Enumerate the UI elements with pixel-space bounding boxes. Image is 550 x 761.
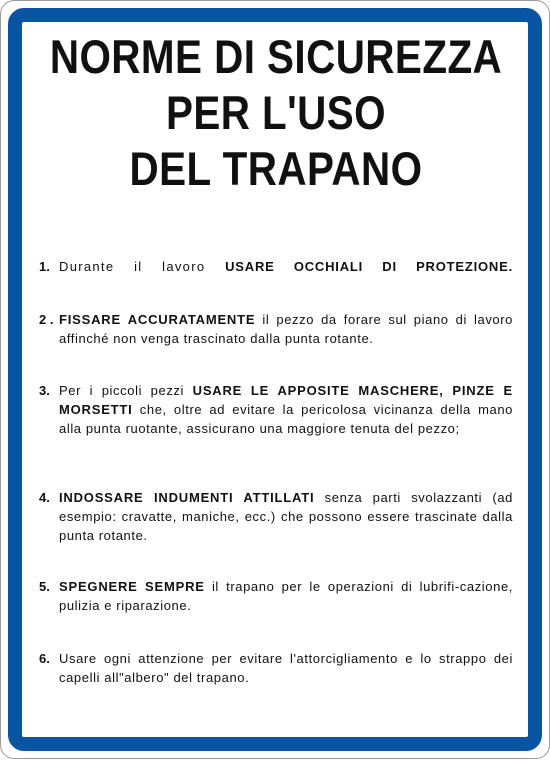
rule-text-part: USARE OCCHIALI DI PROTEZIONE.	[225, 259, 513, 274]
title-line-1: NORME DI SICUREZZA	[49, 30, 503, 83]
rule-text-part: il pezzo da forare sul piano di lavoro affinché non venga trascinato dalla punta rotante.	[59, 312, 514, 346]
rule-number: 6.	[39, 651, 50, 666]
rule-text	[59, 488, 513, 545]
rule-text	[59, 257, 513, 276]
rule-text	[59, 310, 513, 348]
rule-text	[59, 577, 513, 615]
rule-text-part: Per i piccoli pezzi	[59, 383, 193, 398]
rule-item-4	[39, 488, 513, 545]
rule-text-part: il trapano per le operazioni di lubrifi-cazione, pulizia e riparazione.	[59, 579, 514, 613]
rule-text-part: senza parti svolazzanti (ad esempio: cravatte, maniche, ecc.) che possono essere trascinate dalla punta rotante.	[59, 490, 513, 543]
rule-text-part: USARE LE APPOSITE MASCHERE, PINZE E MORSETTI	[59, 383, 513, 417]
rule-text-part: Durante il lavoro	[59, 259, 226, 274]
rule-item-6	[39, 649, 513, 687]
rule-item-2	[39, 310, 513, 348]
rule-text-part: INDOSSARE INDUMENTI ATTILLATI	[59, 490, 315, 505]
title-line-3: DEL TRAPANO	[129, 142, 423, 195]
rule-number: 2 .	[39, 312, 54, 327]
rule-item-3	[39, 381, 513, 438]
rule-number: 4.	[39, 490, 50, 505]
rule-text	[59, 649, 513, 687]
title-line-2: PER L'USO	[165, 86, 387, 139]
rule-text	[59, 381, 513, 438]
sign-title	[40, 29, 513, 197]
rule-text-part: che, oltre ad evitare la pericolosa vicinanza della mano alla punta ruotante, assicurano una maggiore tenuta del pezzo;	[59, 402, 513, 436]
rule-number: 3.	[39, 383, 50, 398]
rule-text-part: FISSARE ACCURATAMENTE	[59, 312, 256, 327]
rule-number: 1.	[39, 259, 50, 274]
rule-text-part: SPEGNERE SEMPRE	[59, 579, 205, 594]
rule-item-5	[39, 577, 513, 615]
rule-item-1	[39, 257, 513, 276]
rule-number: 5.	[39, 579, 50, 594]
rule-text-part: Usare ogni attenzione per evitare l'attorcigliamento e lo strappo dei capelli all"albero" del trapano.	[59, 651, 513, 685]
